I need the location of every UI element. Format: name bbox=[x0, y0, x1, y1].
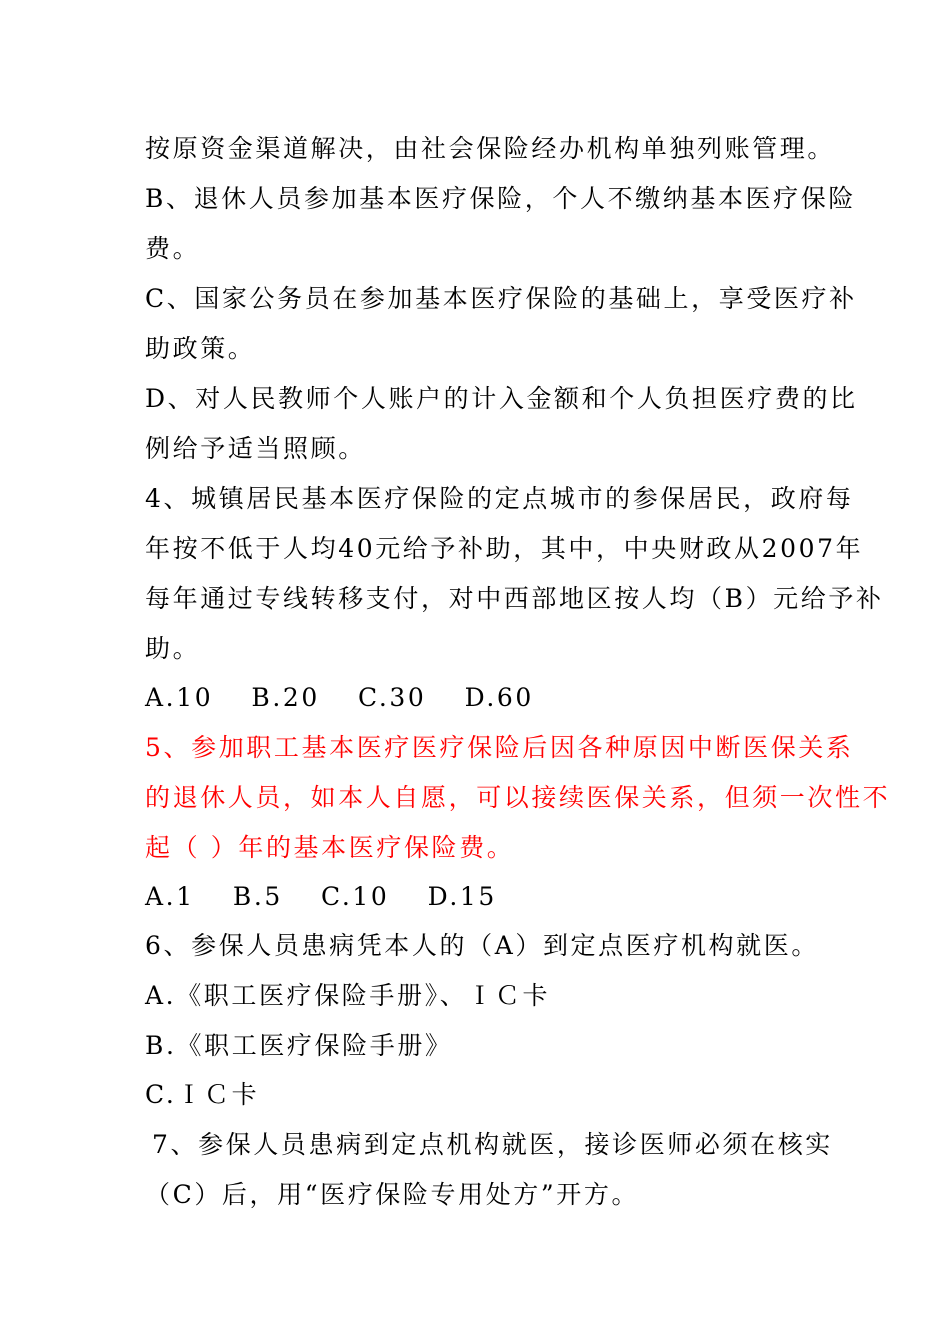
text-line-3: 费。 bbox=[145, 234, 201, 263]
question-4-options: A.10 B.20 C.30 D.60 bbox=[145, 683, 534, 712]
question-5-line-2: 的退休人员，如本人自愿，可以接续医保关系，但须一次性不 bbox=[145, 783, 891, 812]
question-6-line: 6、参保人员患病凭本人的（A）到定点医疗机构就医。 bbox=[145, 931, 819, 960]
option-b-line: B、退休人员参加基本医疗保险，个人不缴纳基本医疗保险 bbox=[145, 184, 856, 213]
question-7-line-1: 7、参保人员患病到定点机构就医，接诊医师必须在核实 bbox=[152, 1130, 833, 1159]
option-c-line: C、国家公务员在参加基本医疗保险的基础上，享受医疗补 bbox=[145, 284, 857, 313]
text-line-7: 例给予适当照顾。 bbox=[145, 434, 366, 463]
text-line-5: 助政策。 bbox=[145, 334, 256, 363]
question-5-line-1: 5、参加职工基本医疗医疗保险后因各种原因中断医保关系 bbox=[145, 733, 854, 762]
option-d-line: D、对人民教师个人账户的计入金额和个人负担医疗费的比 bbox=[145, 384, 858, 413]
question-6-option-c: C.ＩＣ卡 bbox=[145, 1080, 260, 1109]
question-4-line-4: 助。 bbox=[145, 634, 201, 663]
question-6-option-b: B.《职工医疗保险手册》 bbox=[145, 1031, 453, 1060]
question-4-line-3: 每年通过专线转移支付，对中西部地区按人均（B）元给予补 bbox=[145, 584, 884, 613]
question-5-options: A.1 B.5 C.10 D.15 bbox=[145, 882, 497, 911]
question-6-option-a: A.《职工医疗保险手册》、ＩＣ卡 bbox=[145, 981, 551, 1010]
question-4-line-2: 年按不低于人均40元给予补助，其中，中央财政从2007年 bbox=[145, 534, 864, 563]
text-line-1: 按原资金渠道解决，由社会保险经办机构单独列账管理。 bbox=[145, 134, 836, 163]
question-5-line-3: 起（ ）年的基本医疗保险费。 bbox=[145, 833, 515, 862]
question-4-line-1: 4、城镇居民基本医疗保险的定点城市的参保居民，政府每 bbox=[145, 484, 854, 513]
question-7-line-2: （C）后，用“医疗保险专用处方”开方。 bbox=[145, 1180, 640, 1209]
